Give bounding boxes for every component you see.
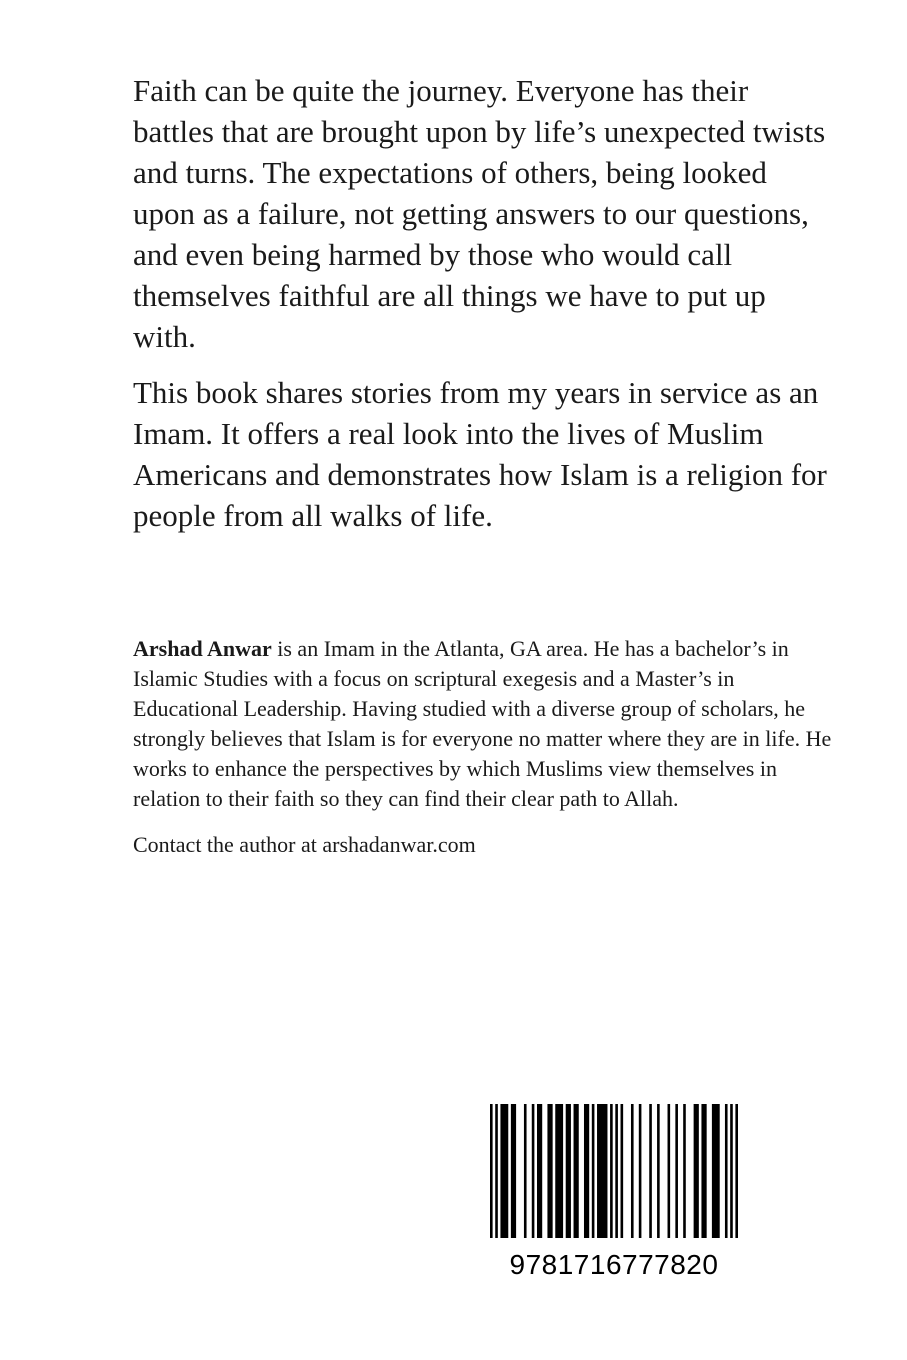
author-bio-text: is an Imam in the Atlanta, GA area. He has a bachelor’s in Islamic Studies with a focus on scriptural exegesis and a Master’s in Educational Leadership. Having studied with a diverse group of scholars, he strongly believes that Islam is for everyone no matter where they are in life. He works to enhance the perspectives by which Muslims view themselves in relation to their faith so they can find their clear path to Allah. [133, 636, 832, 811]
barcode-bar [683, 1104, 686, 1238]
barcode-bar [615, 1104, 618, 1238]
barcode-bar [547, 1104, 552, 1238]
barcode-bar [511, 1104, 516, 1238]
barcode-bar [574, 1104, 579, 1238]
author-bio-paragraph [133, 634, 833, 814]
barcode-bar [584, 1104, 589, 1238]
book-blurb [133, 70, 833, 551]
barcode-bar [639, 1104, 642, 1238]
author-bio [133, 634, 833, 876]
barcode-bar [495, 1104, 498, 1238]
barcode-bar [597, 1104, 607, 1238]
barcode-bar [675, 1104, 678, 1238]
barcode-bar [730, 1104, 733, 1238]
barcode-bar [490, 1104, 493, 1238]
barcode-bar [694, 1104, 699, 1238]
barcode-bar [631, 1104, 634, 1238]
barcode-bar [735, 1104, 738, 1238]
author-name: Arshad Anwar [133, 636, 272, 661]
barcode-bar [566, 1104, 571, 1238]
barcode-bar [657, 1104, 660, 1238]
barcode-bar [621, 1104, 624, 1238]
blurb-paragraph-1: Faith can be quite the journey. Everyone has their battles that are brought upon by life’s unexpected twists and turns. The expectations of others, being looked upon as a failure, not getting answers to our questions, and even being harmed by those who would call themselves faithful are all things we have to put up with. [133, 73, 826, 354]
author-contact: Contact the author at arshadanwar.com [133, 832, 476, 857]
barcode-bar [592, 1104, 595, 1238]
barcode [490, 1104, 738, 1238]
barcode-bar [532, 1104, 535, 1238]
barcode-bar [524, 1104, 527, 1238]
barcode-bar [500, 1104, 508, 1238]
barcode-bar [610, 1104, 613, 1238]
barcode-bar [701, 1104, 706, 1238]
barcode-bar [555, 1104, 563, 1238]
barcode-bar [712, 1104, 720, 1238]
barcode-bar [725, 1104, 728, 1238]
barcode-bar [649, 1104, 652, 1238]
barcode-bar [668, 1104, 671, 1238]
isbn-number: 9781716777820 [509, 1249, 719, 1280]
blurb-paragraph-2: This book shares stories from my years in service as an Imam. It offers a real look into the lives of Muslim Americans and demonstrates how Islam is a religion for people from all walks of life. [133, 375, 827, 533]
barcode-bar [537, 1104, 542, 1238]
